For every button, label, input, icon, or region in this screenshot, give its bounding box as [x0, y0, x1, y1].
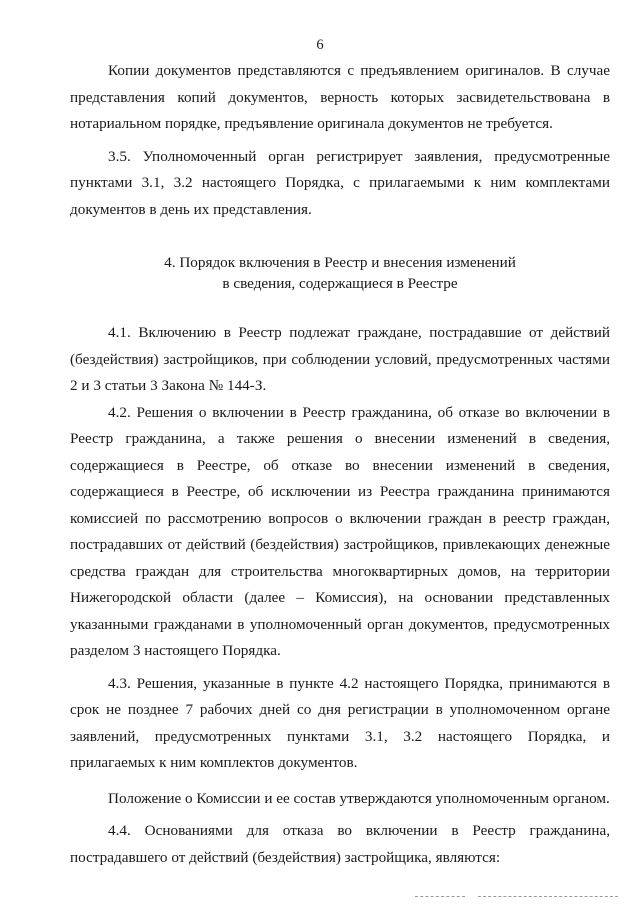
paragraph-4-2: 4.2. Решения о включении в Реестр гражданина, об отказе во включении в Реестр гражданина, а также решения о внесении изменений в сведения, содержащиеся в Реестре, об отказе во внесении изменений в сведения, содержащиеся в Реестре, об исключении из Реестра гражданина принимаются комиссией по рассмотрению вопросов о включении граждан в реестр граждан, пострадавших от действий (бездействия) застройщиков, привлекающих денежные средства граждан для строительства многоквартирных домов, на территории Нижегородской области (далее – Комиссия), на основании представленных указанными гражданами в уполномоченный орган документов, предусмотренных разделом 3 настоящего Порядка.	[70, 403, 610, 659]
section-heading-line-2: в сведения, содержащиеся в Реестре	[222, 275, 458, 292]
page-body	[70, 58, 610, 871]
scan-artifact-line	[415, 896, 465, 897]
scan-artifact-line	[478, 896, 618, 897]
paragraph-4-4: 4.4. Основаниями для отказа во включении в Реестр гражданина, пострадавшего от действий (бездействия) застройщика, являются:	[70, 822, 610, 866]
paragraph-4-1: 4.1. Включению в Реестр подлежат граждане, пострадавшие от действий (бездействия) застройщиков, при соблюдении условий, предусмотренных частями 2 и 3 статьи 3 Закона № 144-З.	[70, 324, 610, 394]
page-number: 6	[316, 37, 324, 53]
paragraph-commission: Положение о Комиссии и ее состав утверждаются уполномоченным органом.	[108, 789, 610, 807]
section-heading	[70, 252, 610, 294]
paragraph-document-copies: Копии документов представляются с предъявлением оригиналов. В случае представления копий документов, верность которых засвидетельствована в нотариальном порядке, предъявление оригинала документов не требуется.	[70, 62, 610, 132]
paragraph-4-3: 4.3. Решения, указанные в пункте 4.2 настоящего Порядка, принимаются в срок не позднее 7 рабочих дней со дня регистрации в уполномоченном органе заявлений, предусмотренных пунктами 3.1, 3.2 настоящего Порядка, и прилагаемых к ним комплектов документов.	[70, 674, 610, 771]
section-heading-line-1: 4. Порядок включения в Реестр и внесения изменений	[164, 254, 516, 271]
paragraph-3-5: 3.5. Уполномоченный орган регистрирует заявления, предусмотренные пунктами 3.1, 3.2 настоящего Порядка, с прилагаемыми к ним комплектами документов в день их представления.	[70, 147, 610, 218]
